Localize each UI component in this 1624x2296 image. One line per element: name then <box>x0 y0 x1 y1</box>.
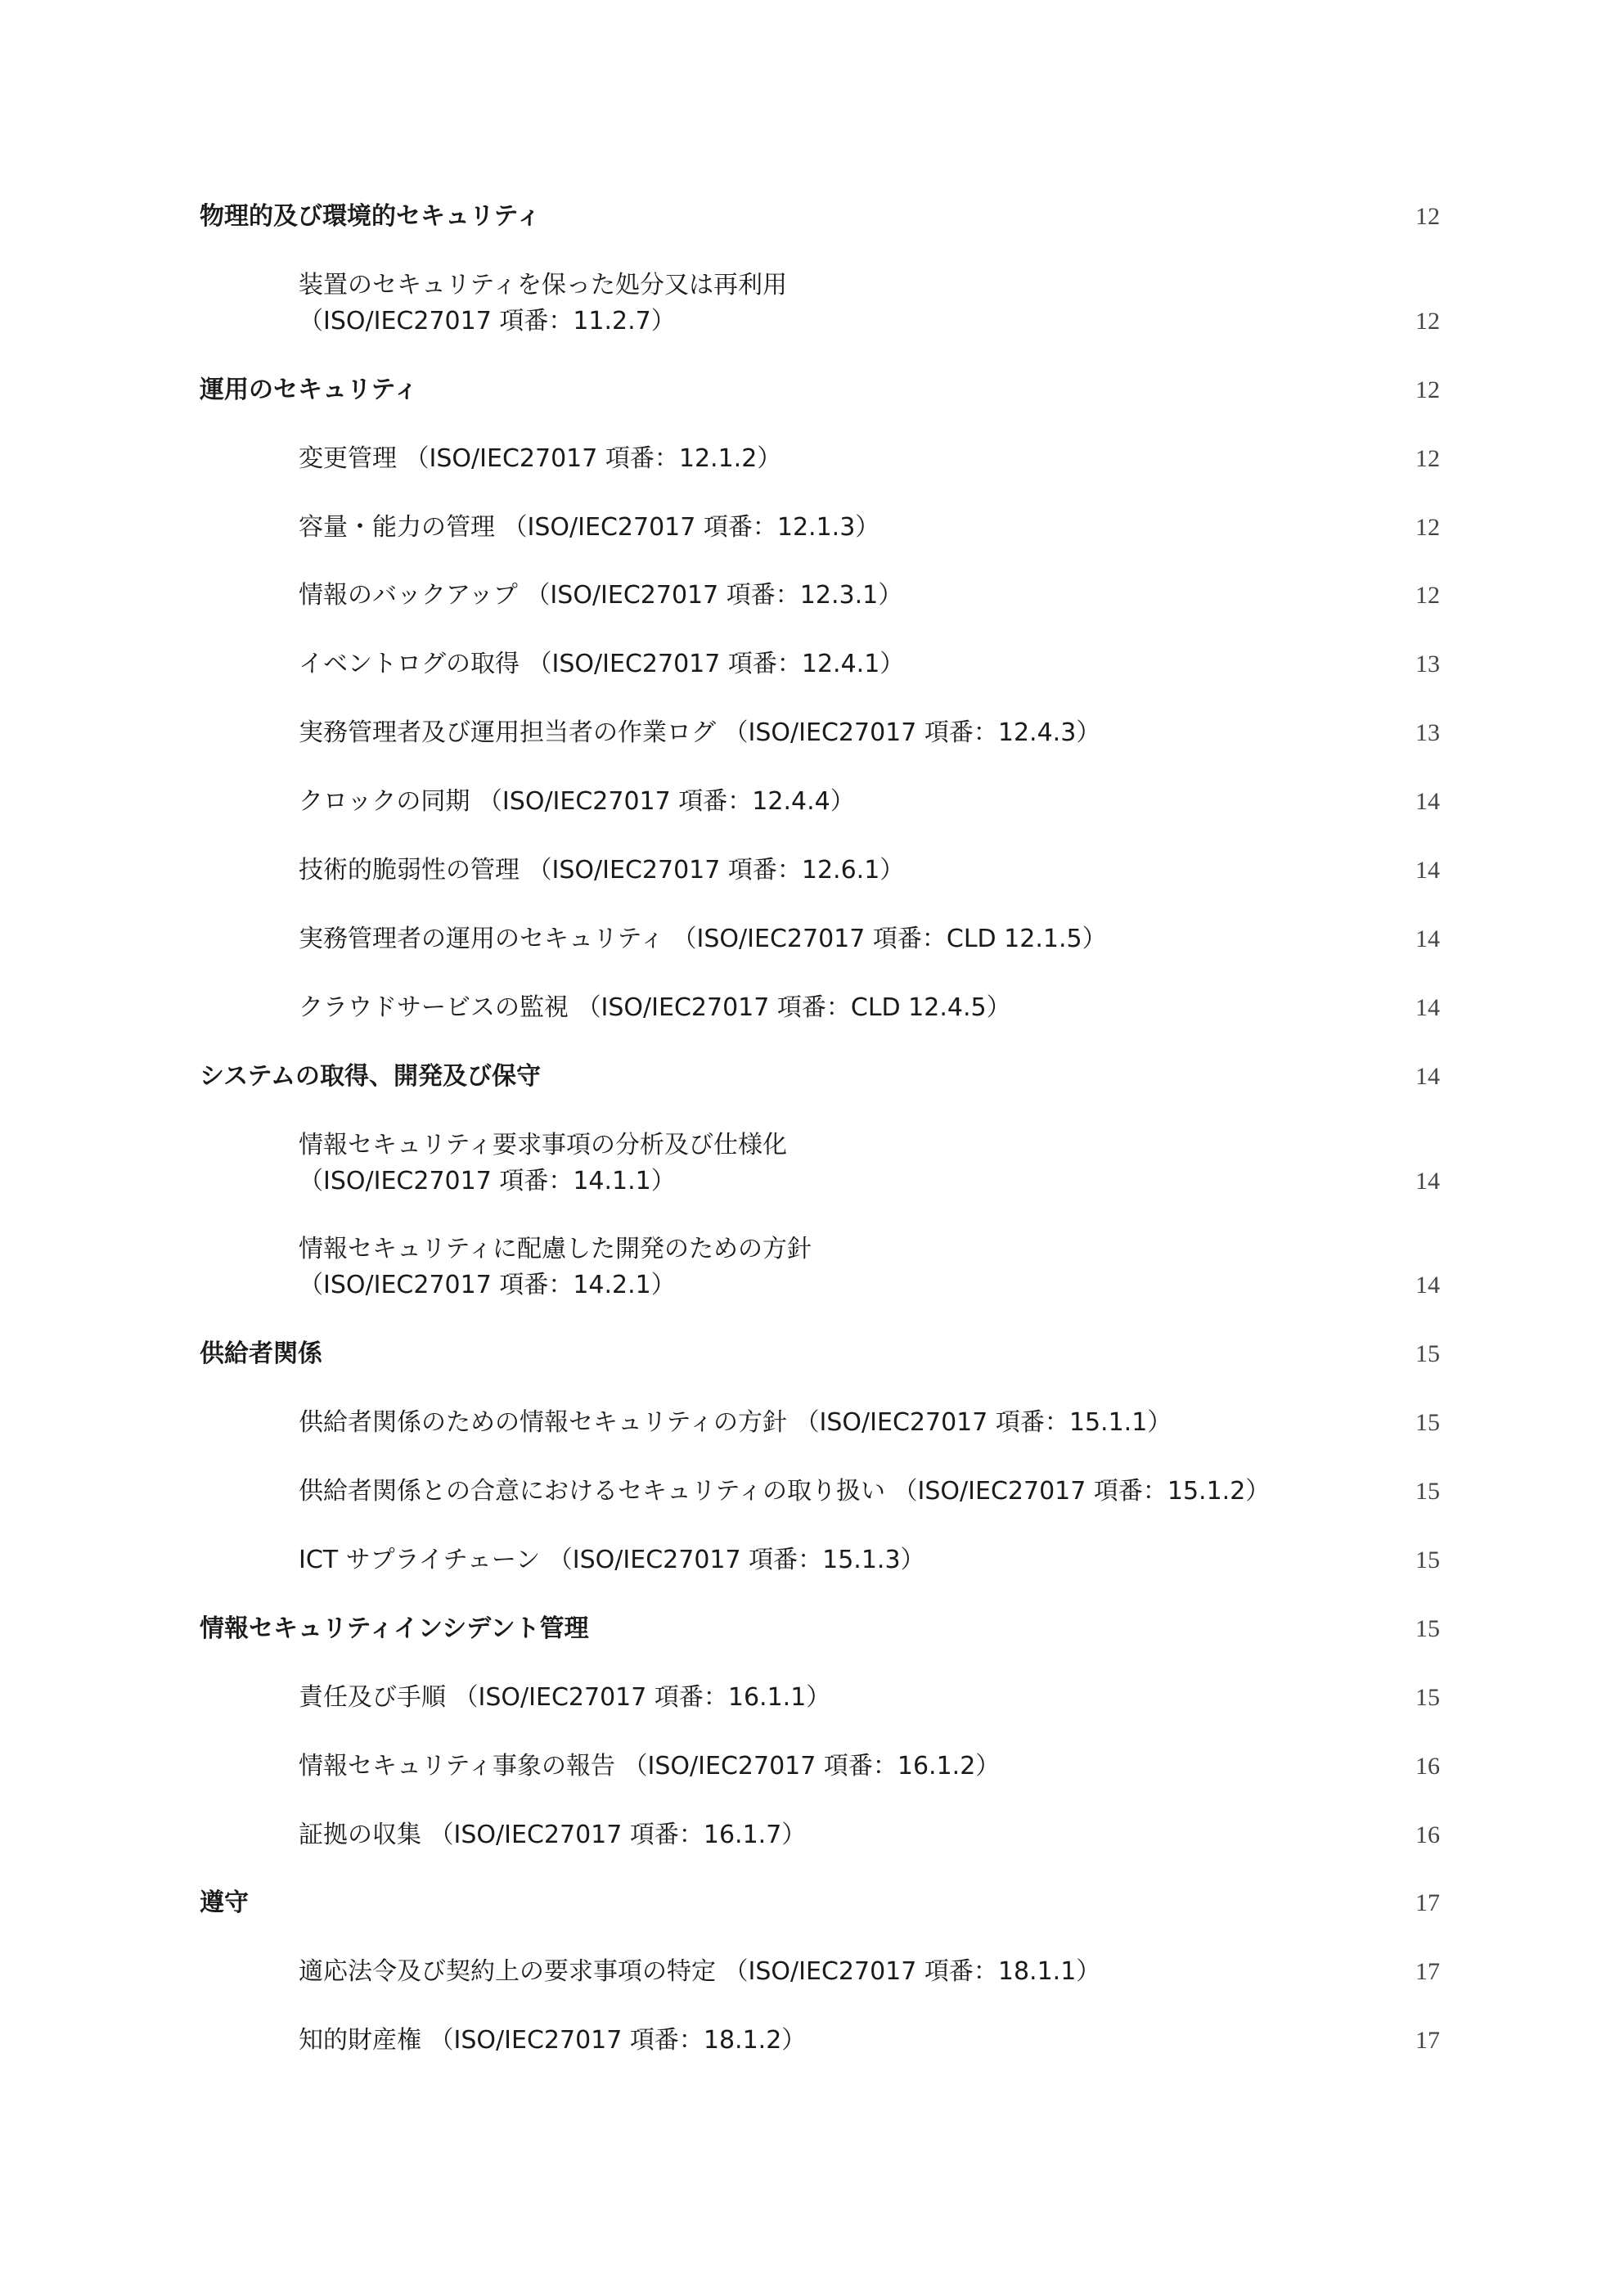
page-number: 15 <box>1415 1683 1440 1711</box>
page-number: 15 <box>1415 1409 1440 1437</box>
page-number: 16 <box>1415 1752 1440 1780</box>
entry-title: 情報のバックアップ （ISO/IEC27017 項番：12.3.1） <box>299 581 903 610</box>
entry-title-line: 情報セキュリティに配慮した開発のための方針 <box>299 1235 812 1264</box>
page-number: 12 <box>1415 376 1440 403</box>
toc-entry <box>200 1128 1440 1200</box>
toc-section-heading <box>200 1336 1440 1372</box>
page-number: 12 <box>1415 513 1440 541</box>
entry-title-line: 情報セキュリティ要求事項の分析及び仕様化 <box>299 1130 787 1159</box>
toc-entry <box>200 1231 1440 1303</box>
entry-title: 実務管理者の運用のセキュリティ （ISO/IEC27017 項番：CLD 12.1.5） <box>299 924 1107 953</box>
toc-entry <box>200 1405 1440 1441</box>
page-number: 17 <box>1415 1889 1440 1917</box>
toc-entry <box>200 921 1440 957</box>
entry-reference-line: （ISO/IEC27017 項番：14.1.1） <box>299 1166 676 1195</box>
entry-reference-line: （ISO/IEC27017 項番：14.2.1） <box>299 1271 676 1300</box>
entry-title: 技術的脆弱性の管理 （ISO/IEC27017 項番：12.6.1） <box>299 856 905 885</box>
entry-title-line: 装置のセキュリティを保った処分又は再利用 <box>299 270 787 299</box>
page-number: 15 <box>1415 1614 1440 1642</box>
section-title: 運用のセキュリティ <box>200 375 418 404</box>
entry-title: 知的財産権 （ISO/IEC27017 項番：18.1.2） <box>299 2026 807 2055</box>
page-number: 14 <box>1415 1272 1440 1299</box>
toc-section-heading <box>200 1885 1440 1921</box>
page-number: 14 <box>1415 857 1440 885</box>
toc-entry <box>200 646 1440 682</box>
toc-entry <box>200 1817 1440 1853</box>
toc-entry <box>200 1542 1440 1578</box>
page-number: 14 <box>1415 1167 1440 1195</box>
section-title: 供給者関係 <box>200 1339 322 1369</box>
page-number: 12 <box>1415 307 1440 335</box>
page-number: 12 <box>1415 444 1440 472</box>
toc-entry <box>200 441 1440 477</box>
page-number: 15 <box>1415 1478 1440 1506</box>
entry-title: 供給者関係との合意におけるセキュリティの取り扱い （ISO/IEC27017 項番：15.1.2） <box>299 1477 1271 1506</box>
page-number: 14 <box>1415 993 1440 1021</box>
table-of-contents <box>200 199 1440 2059</box>
entry-title: 情報セキュリティ事象の報告 （ISO/IEC27017 項番：16.1.2） <box>299 1751 1001 1781</box>
toc-entry <box>200 853 1440 889</box>
entry-title <box>299 1231 812 1303</box>
entry-title: 証拠の収集 （ISO/IEC27017 項番：16.1.7） <box>299 1820 807 1849</box>
page-number: 12 <box>1415 203 1440 230</box>
entry-title: 容量・能力の管理 （ISO/IEC27017 項番：12.1.3） <box>299 512 880 542</box>
section-title: 情報セキュリティインシデント管理 <box>200 1614 589 1643</box>
entry-title: 適応法令及び契約上の要求事項の特定 （ISO/IEC27017 項番：18.1.1） <box>299 1957 1101 1987</box>
entry-title: ICT サプライチェーン （ISO/IEC27017 項番：15.1.3） <box>299 1546 925 1575</box>
toc-entry <box>200 1749 1440 1785</box>
toc-entry <box>200 2023 1440 2059</box>
section-title: 遵守 <box>200 1889 249 1918</box>
toc-entry <box>200 1954 1440 1990</box>
entry-title: クラウドサービスの監視 （ISO/IEC27017 項番：CLD 12.4.5） <box>299 993 1011 1022</box>
section-title: システムの取得、開発及び保守 <box>200 1061 541 1091</box>
entry-title: クロックの同期 （ISO/IEC27017 項番：12.4.4） <box>299 787 855 817</box>
toc-section-heading <box>200 1059 1440 1095</box>
page-number: 15 <box>1415 1546 1440 1574</box>
toc-section-heading <box>200 372 1440 408</box>
toc-entry <box>200 1680 1440 1716</box>
entry-title: 変更管理 （ISO/IEC27017 項番：12.1.2） <box>299 443 782 473</box>
entry-title <box>299 268 787 340</box>
page-number: 14 <box>1415 1062 1440 1090</box>
page-number: 17 <box>1415 1958 1440 1986</box>
entry-title: 責任及び手順 （ISO/IEC27017 項番：16.1.1） <box>299 1682 831 1712</box>
page-number: 13 <box>1415 651 1440 678</box>
entry-title: イベントログの取得 （ISO/IEC27017 項番：12.4.1） <box>299 650 905 679</box>
page-number: 14 <box>1415 925 1440 952</box>
entry-title <box>299 1128 787 1200</box>
toc-entry <box>200 268 1440 340</box>
toc-entry <box>200 578 1440 614</box>
page-number: 16 <box>1415 1821 1440 1848</box>
toc-entry <box>200 510 1440 546</box>
toc-entry <box>200 715 1440 751</box>
entry-title: 供給者関係のための情報セキュリティの方針 （ISO/IEC27017 項番：15.1.1） <box>299 1408 1172 1438</box>
toc-entry <box>200 1474 1440 1510</box>
toc-entry <box>200 784 1440 820</box>
entry-reference-line: （ISO/IEC27017 項番：11.2.7） <box>299 306 676 335</box>
page-number: 17 <box>1415 2027 1440 2055</box>
toc-section-heading <box>200 199 1440 235</box>
entry-title: 実務管理者及び運用担当者の作業ログ （ISO/IEC27017 項番：12.4.3） <box>299 718 1101 748</box>
page-number: 15 <box>1415 1340 1440 1368</box>
page-number: 13 <box>1415 719 1440 747</box>
section-title: 物理的及び環境的セキュリティ <box>200 202 541 231</box>
toc-entry <box>200 990 1440 1026</box>
page-number: 12 <box>1415 582 1440 610</box>
page-number: 14 <box>1415 788 1440 816</box>
toc-section-heading <box>200 1611 1440 1647</box>
